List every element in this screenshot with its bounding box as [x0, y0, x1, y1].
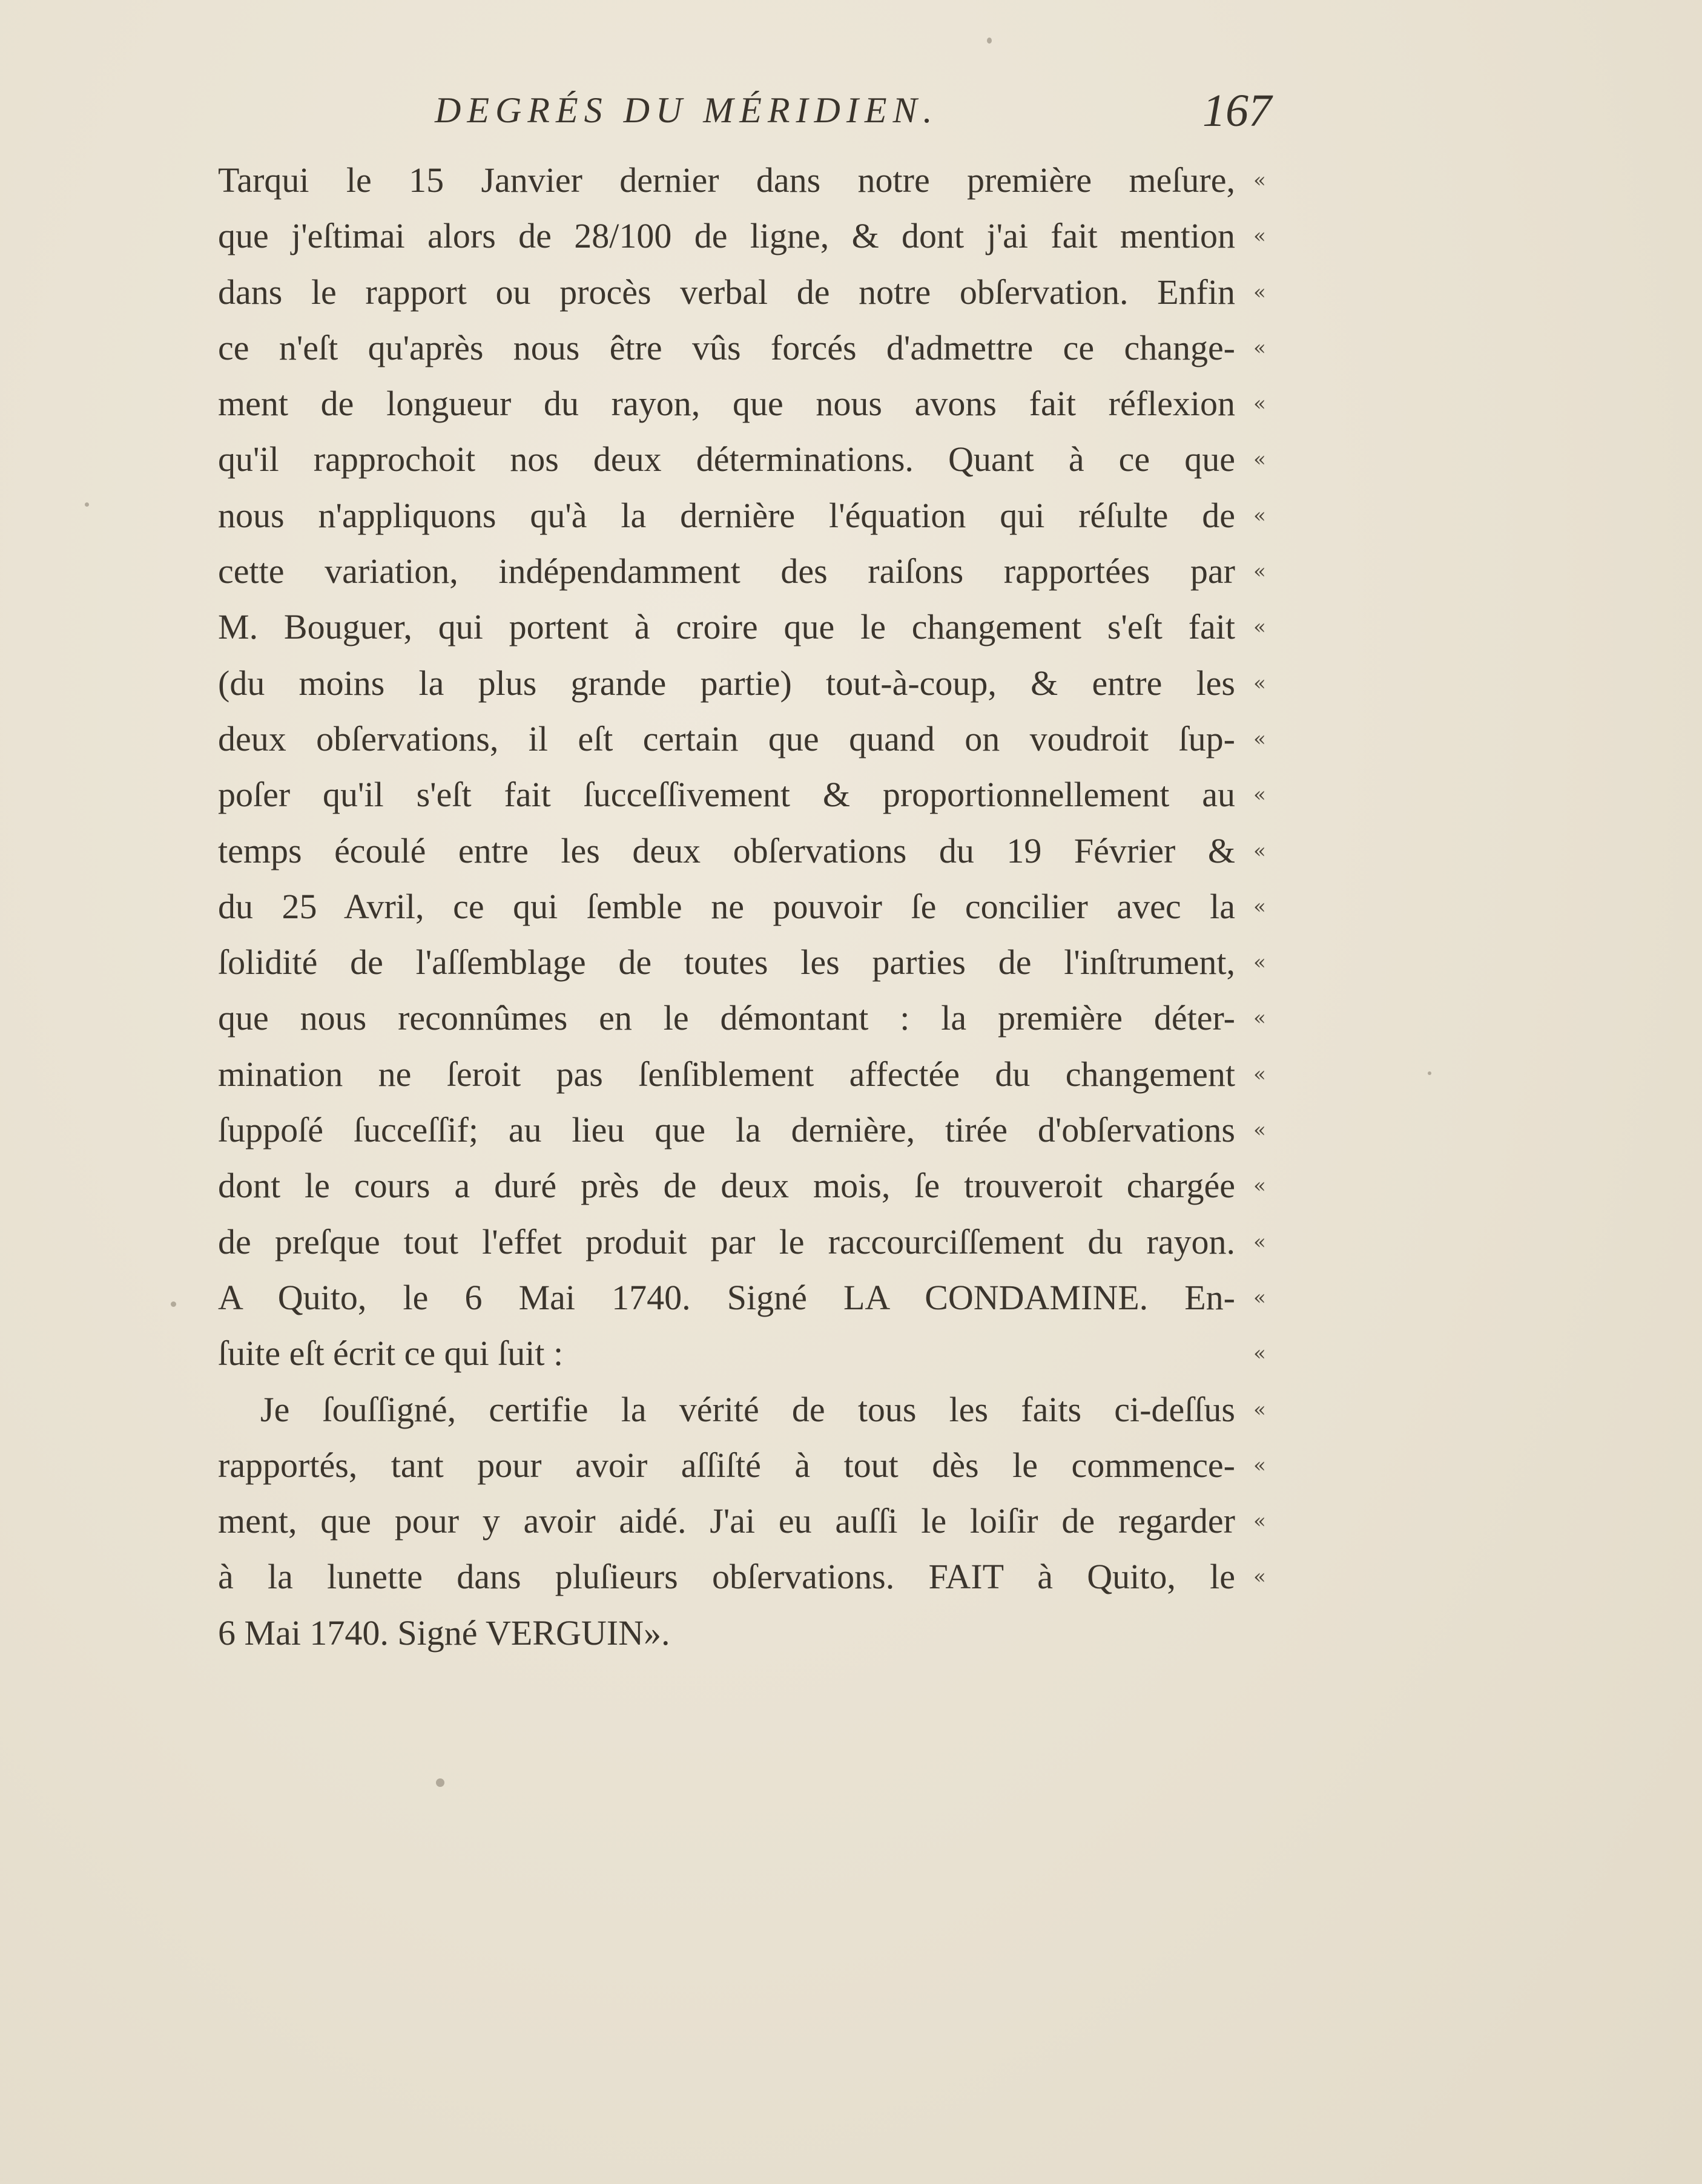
text-line: ſuppoſé ſucceſſif; au lieu que la dernière, tirée d'obſervations: [218, 1110, 1235, 1150]
text-line: 6 Mai 1740. Signé VERGUIN».: [218, 1613, 670, 1653]
quote-mark: «: [1253, 392, 1266, 416]
text-line: cette variation, indépendamment des raiſons rapportées par: [218, 551, 1235, 591]
quote-mark: «: [1253, 168, 1266, 192]
text-line: mination ne ſeroit pas ſenſiblement affectée du changement: [218, 1054, 1235, 1094]
quote-mark: «: [1253, 1397, 1266, 1422]
text-line: de preſque tout l'effet produit par le raccourciſſement du rayon.: [218, 1222, 1235, 1261]
paper-fleck: [436, 1778, 444, 1787]
text-line: M. Bouguer, qui portent à croire que le changement s'eſt fait: [218, 607, 1235, 647]
text-line: A Quito, le 6 Mai 1740. Signé LA CONDAMINE. En-: [218, 1277, 1235, 1317]
quote-mark: «: [1253, 447, 1266, 472]
quote-mark: «: [1253, 1062, 1266, 1087]
text-line: ce n'eſt qu'après nous être vûs forcés d'admettre ce change-: [218, 327, 1235, 367]
quote-mark: «: [1253, 224, 1266, 249]
text-line: qu'il rapprochoit nos deux déterminations. Quant à ce que: [218, 439, 1235, 479]
text-line: deux obſervations, il eſt certain que quand on voudroit ſup-: [218, 719, 1235, 758]
text-line: poſer qu'il s'eſt fait ſucceſſivement & proportionnellement au: [218, 775, 1235, 815]
quote-mark: «: [1253, 615, 1266, 640]
quote-mark: «: [1253, 1229, 1266, 1254]
text-line: temps écoulé entre les deux obſervations du 19 Février &: [218, 831, 1235, 870]
text-line: ſolidité de l'aſſemblage de toutes les parties de l'inſtrument,: [218, 942, 1235, 982]
quote-mark: «: [1253, 1118, 1266, 1143]
running-head: DEGRÉS DU MÉRIDIEN.: [435, 90, 938, 130]
text-line: (du moins la plus grande partie) tout-à-coup, & entre les: [218, 663, 1235, 703]
text-line: Je ſouſſigné, certifie la vérité de tous les faits ci-deſſus: [260, 1389, 1235, 1429]
text-line: rapportés, tant pour avoir aſſiſté à tout dès le commence-: [218, 1445, 1235, 1485]
quote-mark: «: [1253, 894, 1266, 919]
text-line: que nous reconnûmes en le démontant : la première déter-: [218, 998, 1235, 1038]
paper-fleck: [171, 1301, 176, 1307]
quote-mark: «: [1253, 1006, 1266, 1031]
quote-mark: «: [1253, 726, 1266, 751]
text-line: que j'eſtimai alors de 28/100 de ligne, & dont j'ai fait mention: [218, 216, 1235, 256]
quote-mark: «: [1253, 280, 1266, 304]
quote-mark: «: [1253, 503, 1266, 528]
quote-mark: «: [1253, 783, 1266, 807]
text-line: dans le rapport ou procès verbal de notre obſervation. Enfin: [218, 272, 1235, 312]
quote-mark: «: [1253, 1285, 1266, 1310]
paper-fleck: [987, 38, 992, 44]
paper-fleck: [1428, 1071, 1431, 1075]
text-line: nous n'appliquons qu'à la dernière l'équation qui réſulte de: [218, 495, 1235, 535]
quotation-margin: [1253, 153, 1290, 1605]
quote-mark: «: [1253, 671, 1266, 696]
text-line: à la lunette dans pluſieurs obſervations. FAIT à Quito, le: [218, 1557, 1235, 1597]
quote-mark: «: [1253, 1453, 1266, 1478]
quote-mark: «: [1253, 1174, 1266, 1199]
quote-mark: «: [1253, 1341, 1266, 1366]
text-line: ment de longueur du rayon, que nous avons fait réflexion: [218, 384, 1235, 424]
quote-mark: «: [1253, 1509, 1266, 1534]
body-text: [218, 153, 1235, 1661]
text-line: Tarqui le 15 Janvier dernier dans notre première meſure,: [218, 160, 1235, 200]
page-number: 167: [1202, 85, 1272, 136]
text-line: ment, que pour y avoir aidé. J'ai eu auſſi le loiſir de regarder: [218, 1501, 1235, 1541]
text-line: du 25 Avril, ce qui ſemble ne pouvoir ſe concilier avec la: [218, 886, 1235, 926]
paper-fleck: [85, 502, 89, 507]
quote-mark: «: [1253, 559, 1266, 584]
page-header: [218, 85, 1272, 144]
quote-mark: «: [1253, 950, 1266, 975]
text-line: ſuite eſt écrit ce qui ſuit :: [218, 1334, 564, 1373]
quote-mark: «: [1253, 1565, 1266, 1590]
text-line: dont le cours a duré près de deux mois, ſe trouveroit chargée: [218, 1166, 1235, 1206]
quote-mark: «: [1253, 335, 1266, 360]
quote-mark: «: [1253, 838, 1266, 863]
